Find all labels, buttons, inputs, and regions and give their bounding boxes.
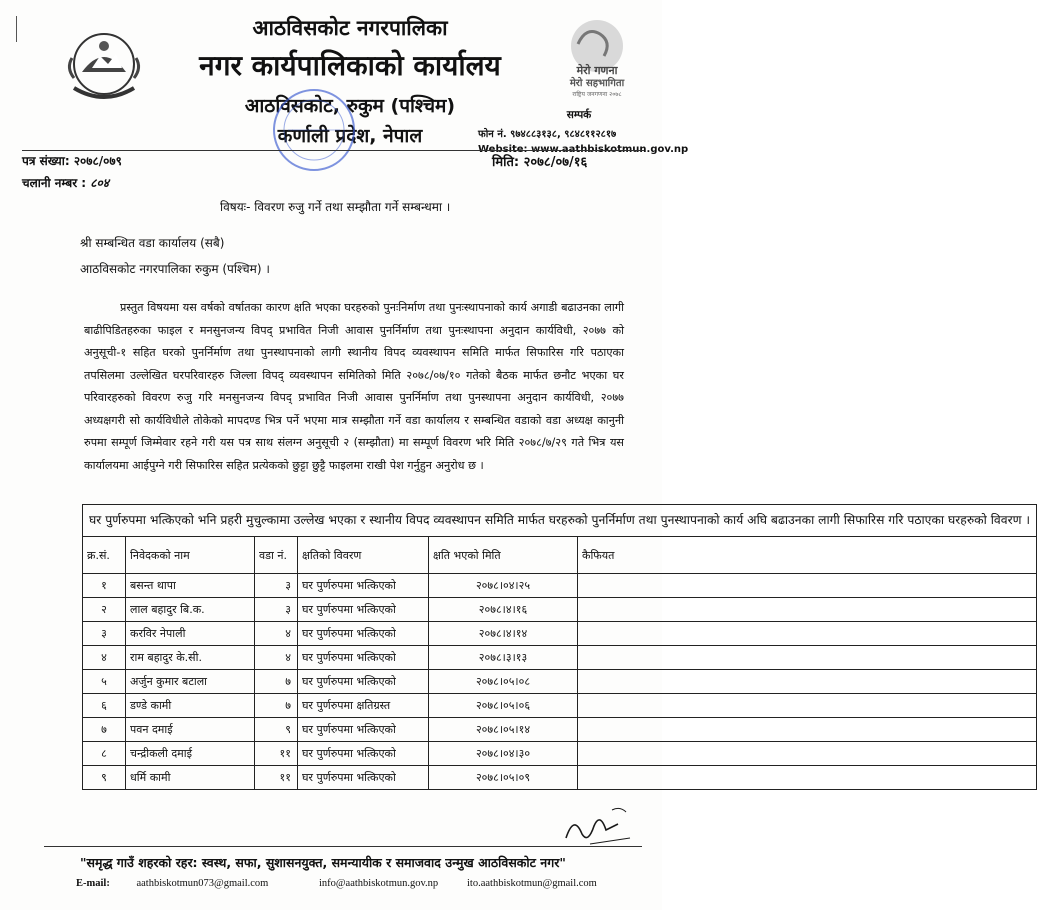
- cell-remarks: [578, 766, 1037, 790]
- cell-sn: १: [83, 574, 126, 598]
- cell-remarks: [578, 646, 1037, 670]
- cell-damage: घर पुर्णरुपमा भत्किएको: [298, 670, 429, 694]
- letter-date: [492, 152, 587, 170]
- cell-date: २०७८।०४।३०: [429, 742, 578, 766]
- municipality-name: आठविसकोट नगरपालिका: [252, 16, 448, 40]
- cell-ward: ३: [255, 598, 298, 622]
- phone-numbers: फोन नं. ९७४८८३१३८, ९८४८११२८१७: [478, 129, 617, 140]
- cell-date: २०७८।४।१६: [429, 598, 578, 622]
- table-row: [83, 598, 1037, 622]
- cell-damage: घर पुर्णरुपमा भत्किएको: [298, 646, 429, 670]
- col-header-remarks: कैफियत: [578, 537, 1037, 574]
- table-row: [83, 670, 1037, 694]
- cell-ward: ९: [255, 718, 298, 742]
- dispatch-label: चलानी नम्बर :: [22, 176, 87, 190]
- cell-remarks: [578, 622, 1037, 646]
- table-row: [83, 766, 1037, 790]
- body-paragraph: प्रस्तुत विषयमा यस वर्षको वर्षातका कारण क्षति भएका घरहरुको पुनःनिर्माण तथा पुनःस्थापनाको कार्य अगाडी बढाउनका लागी बाढीपिडितहरुका फाइल र मनसुनजन्य विपद् प्रभावित निजी आवास पुनर्निर्माण तथा पुनःस्थापना अनुदान कार्यविधी, २०७७ को अनुसूची-१ सहित घरको पुनर्निर्माण तथा पुनस्थापनाको लागी स्थानीय विपद व्यवस्थापन समिति मार्फत सिफारिस गरि पठाएका तपसिलमा उल्लेखित घरपरिवारहरु जिल्ला विपद् व्यवस्थापन समितिको मिति २०७८/०७/१० गतेको बैठक मार्फत छनौट भएका घर परिवारहरुको विवरण रुजु गरि मनसुनजन्य विपद् प्रभावित निजी आवास पुनर्निर्माण तथा पुनस्थापना अनुदान कार्यविधी, २०७७ अध्यक्षगरी सो कार्यविधीले तोकेको मापदण्ड भित्र पर्ने भएमा मात्र सम्झौता गर्ने वडा कार्यालय र सम्बन्धित वडाको वडा अध्यक्ष कानुनी रुपमा सम्पूर्ण जिम्मेवार रहने गरी यस पत्र साथ संलग्न अनुसूची २ (सम्झौता) मा सम्पूर्ण विवरण भरि मिति २०७८/७/२९ गते भित्र यस कार्यालयमा आईपुग्ने गरी सिफारिस सहित प्रत्येकको छुट्टा छुट्टै फाइलमा राखी पेश गर्नुहुन अनुरोध छ ।: [84, 301, 624, 472]
- contact-block: [478, 108, 689, 155]
- dispatch-value: ८०४: [90, 176, 110, 190]
- table-row: [83, 742, 1037, 766]
- table-body: [83, 574, 1037, 790]
- cell-damage: घर पुर्णरुपमा भत्किएको: [298, 766, 429, 790]
- damage-table: [82, 504, 1037, 790]
- signature-icon: [560, 804, 644, 850]
- reference-value: २०७८/०७९: [73, 154, 122, 168]
- cell-remarks: [578, 670, 1037, 694]
- email-3[interactable]: ito.aathbiskotmun@gmail.com: [467, 878, 597, 889]
- table-intro: घर पुर्णरुपमा भत्किएको भनि प्रहरी मुचुल्कामा उल्लेख भएका र स्थानीय विपद व्यवस्थापन समिति मार्फत घरहरुको पुनर्निर्माण तथा पुनस्थापनाको कार्य अघि बढाउनका लागी सिफारिस गरि पठाएका घरहरुको विवरण ।: [83, 505, 1037, 537]
- table-row: [83, 622, 1037, 646]
- cell-ward: ११: [255, 766, 298, 790]
- email-1[interactable]: aathbiskotmun073@gmail.com: [136, 878, 269, 889]
- contact-title: सम्पर्क: [566, 109, 592, 121]
- reference-number: [22, 152, 122, 169]
- cell-damage: घर पुर्णरुपमा भत्किएको: [298, 574, 429, 598]
- census-logo-icon: [556, 16, 638, 100]
- svg-text:मेरो सहभागिता: मेरो सहभागिता: [569, 78, 625, 89]
- cell-damage: घर पुर्णरुपमा भत्किएको: [298, 718, 429, 742]
- col-header-name: निवेदकको नाम: [126, 537, 255, 574]
- cell-name: अर्जुन कुमार बटाला: [126, 670, 255, 694]
- reference-label: पत्र संख्या:: [22, 154, 70, 168]
- cell-remarks: [578, 574, 1037, 598]
- cell-name: चन्द्रीकली दमाई: [126, 742, 255, 766]
- col-header-damage: क्षतिको विवरण: [298, 537, 429, 574]
- svg-text:मेरो गणना: मेरो गणना: [576, 64, 618, 77]
- cell-ward: ३: [255, 574, 298, 598]
- office-address: आठविसकोट, रुकुम (पश्चिम): [244, 95, 456, 117]
- footer-divider: [44, 846, 642, 847]
- date-label: मिति:: [492, 155, 520, 170]
- subject-line: विषयः- विवरण रुजु गर्ने तथा सम्झौता गर्ने सम्बन्धमा ।: [220, 200, 451, 214]
- cell-sn: ३: [83, 622, 126, 646]
- website: Website: www.aathbiskotmun.gov.np: [478, 144, 689, 155]
- dispatch-number: [22, 174, 109, 191]
- cell-ward: ४: [255, 646, 298, 670]
- email-label: E-mail:: [76, 878, 110, 889]
- cell-date: २०७८।०५।०९: [429, 766, 578, 790]
- email-2[interactable]: info@aathbiskotmun.gov.np: [318, 878, 439, 889]
- cell-date: २०७८।०४।२५: [429, 574, 578, 598]
- cell-sn: ५: [83, 670, 126, 694]
- cell-remarks: [578, 718, 1037, 742]
- table-header-row: [83, 537, 1037, 574]
- cell-name: धर्मि कामी: [126, 766, 255, 790]
- cell-ward: ४: [255, 622, 298, 646]
- cell-damage: घर पुर्णरुपमा क्षतिग्रस्त: [298, 694, 429, 718]
- col-header-sn: क्र.सं.: [83, 537, 126, 574]
- cell-damage: घर पुर्णरुपमा भत्किएको: [298, 622, 429, 646]
- col-header-date: क्षति भएको मिति: [429, 537, 578, 574]
- table-row: [83, 574, 1037, 598]
- cell-name: डण्डे कामी: [126, 694, 255, 718]
- cell-date: २०७८।४।१४: [429, 622, 578, 646]
- table-row: [83, 646, 1037, 670]
- cell-sn: २: [83, 598, 126, 622]
- cell-name: पवन दमाई: [126, 718, 255, 742]
- cell-damage: घर पुर्णरुपमा भत्किएको: [298, 742, 429, 766]
- cell-date: २०७८।०५।०८: [429, 670, 578, 694]
- official-stamp-icon: [268, 84, 360, 176]
- scan-edge-line: [16, 16, 17, 42]
- cell-name: राम बहादुर के.सी.: [126, 646, 255, 670]
- header-divider: [22, 150, 644, 151]
- cell-remarks: [578, 742, 1037, 766]
- cell-date: २०७८।३।१३: [429, 646, 578, 670]
- recipient-line-2: आठविसकोट नगरपालिका रुकुम (पश्चिम) ।: [80, 262, 270, 276]
- footer-slogan: "समृद्ध गाउँ शहरको रहर: स्वस्थ, सफा, सुशासनयुक्त, समन्यायीक र समाजवाद उन्मुख आठविसकोट नगर": [80, 855, 566, 870]
- cell-name: करविर नेपाली: [126, 622, 255, 646]
- cell-sn: ८: [83, 742, 126, 766]
- cell-date: २०७८।०५।१४: [429, 718, 578, 742]
- svg-text:राष्ट्रिय जनगणना २०७८: राष्ट्रिय जनगणना २०७८: [572, 91, 622, 98]
- cell-damage: घर पुर्णरुपमा भत्किएको: [298, 598, 429, 622]
- cell-sn: ६: [83, 694, 126, 718]
- table-row: [83, 718, 1037, 742]
- cell-sn: ४: [83, 646, 126, 670]
- cell-name: बसन्त थापा: [126, 574, 255, 598]
- cell-sn: ७: [83, 718, 126, 742]
- cell-date: २०७८।०५।०६: [429, 694, 578, 718]
- office-name: नगर कार्यपालिकाको कार्यालय: [199, 49, 501, 82]
- table-row: [83, 694, 1037, 718]
- cell-ward: ७: [255, 670, 298, 694]
- cell-sn: ९: [83, 766, 126, 790]
- cell-remarks: [578, 598, 1037, 622]
- cell-remarks: [578, 694, 1037, 718]
- col-header-ward: वडा नं.: [255, 537, 298, 574]
- footer-emails: [76, 878, 656, 889]
- province-name: कर्णाली प्रदेश, नेपाल: [277, 125, 423, 147]
- recipient-line-1: श्री सम्बन्धित वडा कार्यालय (सबै): [80, 236, 225, 250]
- table-intro-row: [83, 505, 1037, 537]
- date-value: २०७८/०७/१६: [523, 155, 588, 170]
- cell-ward: ७: [255, 694, 298, 718]
- cell-name: लाल बहादुर बि.क.: [126, 598, 255, 622]
- government-emblem-icon: [62, 28, 146, 106]
- cell-ward: ११: [255, 742, 298, 766]
